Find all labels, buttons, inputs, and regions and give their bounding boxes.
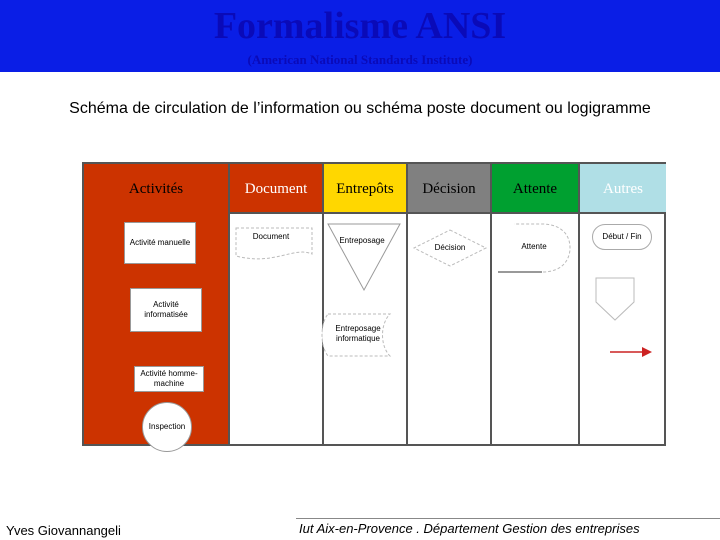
column-entrepots (324, 164, 408, 444)
symbol-table (82, 162, 666, 446)
shape-label-entreposage: Entreposage (339, 236, 385, 245)
shape-label: Activité homme-machine (140, 369, 198, 388)
shape-inspection (142, 402, 192, 452)
shape-activite-informatisee (130, 288, 202, 332)
slide-heading: Schéma de circulation de l’information ou schéma poste document ou logigramme (69, 100, 651, 117)
footer-institution: Iut Aix-en-Provence . Département Gestion des entreprises (299, 521, 640, 536)
page-subtitle: (American National Standards Institute) (247, 52, 473, 67)
connecteur-page-icon (594, 276, 638, 322)
footer-divider (296, 518, 720, 519)
shape-label: Inspection (148, 422, 186, 431)
header-banner (0, 0, 720, 72)
shape-activite-manuelle (124, 222, 196, 264)
column-decision (408, 164, 492, 444)
shape-debut-fin (592, 224, 652, 250)
shape-label: Début / Fin (602, 232, 642, 241)
column-attente (492, 164, 580, 444)
column-activites (84, 164, 230, 444)
footer-author: Yves Giovannangeli (6, 523, 121, 538)
column-document (230, 164, 324, 444)
shape-label-decision: Décision (434, 243, 466, 252)
shape-label-attente: Attente (521, 242, 547, 251)
column-header-activites: Activités (128, 181, 184, 197)
page-title: Formalisme ANSI (213, 5, 507, 47)
shape-label-entreposage-informatique: Entreposage informatique (335, 324, 381, 343)
shape-label-document: Document (252, 232, 290, 241)
shape-label: Activité informatisée (144, 300, 188, 319)
shape-activite-homme-machine (134, 366, 204, 392)
column-header-entrepots: Entrepôts (324, 164, 406, 214)
column-header-attente: Attente (492, 164, 578, 214)
column-header-decision: Décision (408, 164, 490, 214)
flow-arrow-icon (608, 346, 654, 358)
column-autres (580, 164, 666, 444)
shape-label: Activité manuelle (129, 238, 191, 247)
column-header-autres: Autres (580, 164, 666, 214)
column-header-document: Document (230, 164, 322, 214)
entreposage-triangle-icon (324, 222, 404, 294)
